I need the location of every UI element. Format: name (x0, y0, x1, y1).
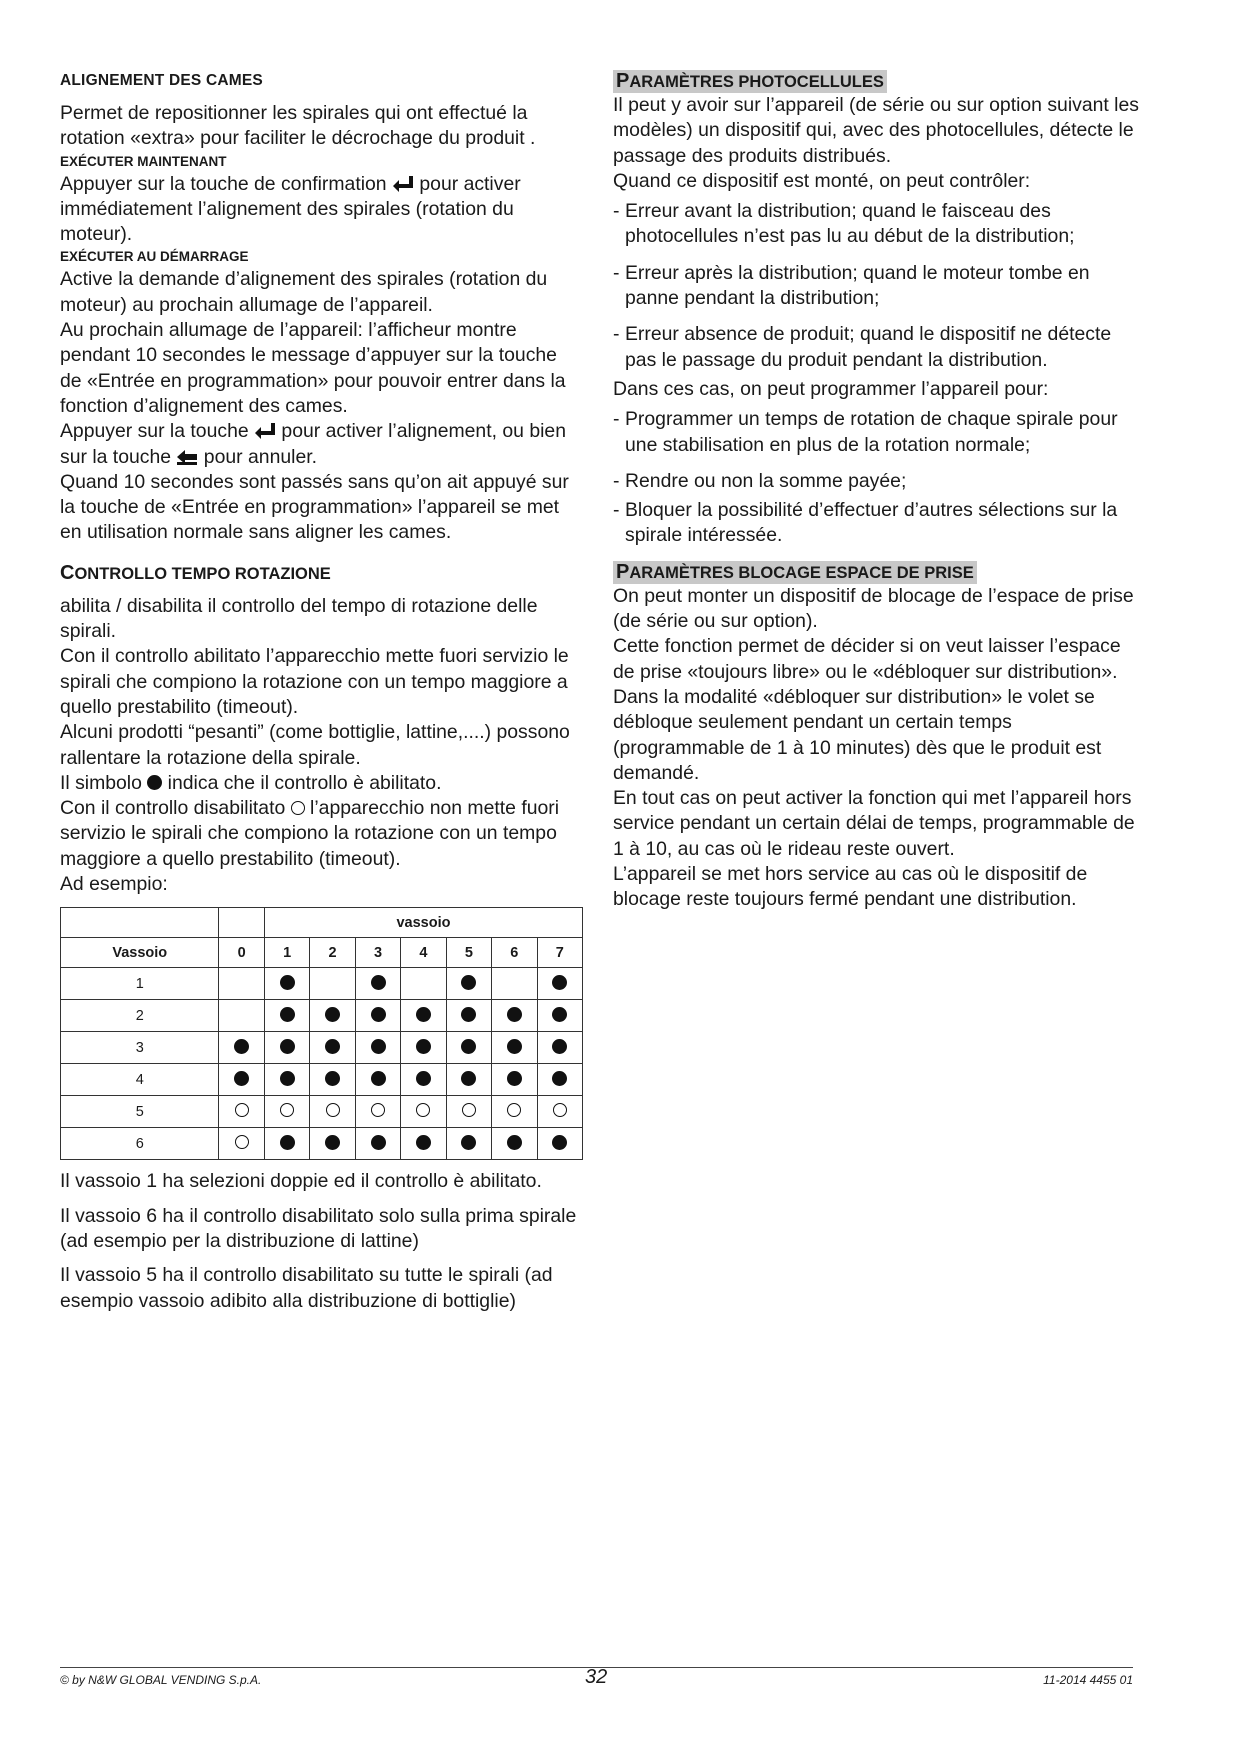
table-cell (492, 1032, 537, 1064)
title-initial: C (60, 561, 75, 584)
footer-copyright: © by N&W GLOBAL VENDING S.p.A. (60, 1673, 262, 1687)
paragraph: Ad esempio: (60, 873, 168, 896)
paragraph: En tout cas on peut activer la fonction qui met l’appareil hors service pendant un certain délai de temps, programmable de 1 à 10, au cas où le rideau reste ouvert. (613, 787, 1135, 860)
subsection-title-demarrage: EXÉCUTER AU DÉMARRAGE (60, 249, 249, 265)
table-cell (310, 1000, 355, 1032)
filled-circle-icon (234, 1071, 249, 1086)
table-column-header: 4 (401, 938, 446, 968)
table-row (61, 1064, 583, 1096)
paragraph: abilita / disabilita il controllo del tempo di rotazione delle spirali. (60, 594, 538, 643)
filled-circle-icon (371, 1007, 386, 1022)
text-run: pour annuler. (198, 445, 318, 468)
empty-circle-icon (235, 1103, 249, 1117)
filled-circle-icon (371, 975, 386, 990)
table-row-label: 1 (61, 968, 219, 1000)
table-row (61, 1032, 583, 1064)
table-cell (492, 1064, 537, 1096)
empty-circle-icon (280, 1103, 294, 1117)
enter-key-icon (254, 422, 276, 440)
paragraph: Permet de repositionner les spirales qui ont effectué la rotation «extra» pour faciliter le décrochage du produit . (60, 102, 536, 150)
back-arrow-icon (176, 448, 198, 466)
filled-circle-icon (371, 1071, 386, 1086)
enter-key-icon (392, 175, 414, 193)
empty-circle-icon (462, 1103, 476, 1117)
table-cell (264, 1096, 309, 1128)
paragraph: On peut monter un dispositif de blocage de l’espace de prise (de série ou sur option). (613, 584, 1134, 633)
filled-circle-icon (552, 1039, 567, 1054)
table-cell (401, 1000, 446, 1032)
paragraph: Cette fonction permet de décider si on veut laisser l’espace de prise «toujours libre» ou le «débloquer sur distribution». (613, 635, 1121, 683)
table-cell (537, 968, 582, 1000)
section-title-alignement: ALIGNEMENT DES CAMES (60, 72, 263, 89)
table-body (61, 968, 583, 1160)
table-cell (537, 1000, 582, 1032)
table-corner-cell (61, 908, 219, 938)
table-cell (446, 1000, 491, 1032)
table-row (61, 968, 583, 1000)
table-cell (401, 1064, 446, 1096)
table-cell (310, 1064, 355, 1096)
paragraph: Il vassoio 5 ha il controllo disabilitato su tutte le spirali (ad esempio vassoio adibito alla distribuzione di bottiglie) (60, 1264, 553, 1312)
list-item: - Erreur avant la distribution; quand le faisceau des photocellules n’est pas lu au début de la distribution; (613, 199, 1143, 250)
filled-circle-icon (416, 1071, 431, 1086)
table-column-header: 3 (355, 938, 400, 968)
table-column-header: 2 (310, 938, 355, 968)
title-initial: P (616, 560, 630, 583)
filled-circle-icon (461, 1007, 476, 1022)
paragraph: Il vassoio 1 ha selezioni doppie ed il controllo è abilitato. (60, 1170, 542, 1193)
filled-circle-icon (416, 1135, 431, 1150)
filled-circle-icon (280, 1135, 295, 1150)
list-item: - Rendre ou non la somme payée; (613, 469, 1143, 494)
filled-circle-icon (234, 1039, 249, 1054)
filled-circle-icon (461, 1071, 476, 1086)
paragraph: Dans la modalité «débloquer sur distribution» le volet se débloque seulement pendant un certain temps (programmable de 1 à 10 minutes) dès que le produit est demandé. (613, 685, 1102, 784)
table-cell (310, 1096, 355, 1128)
filled-circle-icon (416, 1007, 431, 1022)
table-cell (264, 968, 309, 1000)
empty-circle-icon (553, 1103, 567, 1117)
title-rest: ONTROLLO TEMPO ROTAZIONE (74, 564, 331, 583)
table-cell (537, 1128, 582, 1160)
table-header-row (61, 938, 583, 968)
photocellules-program-list (613, 407, 1143, 548)
paragraph (60, 172, 580, 248)
filled-circle-icon (507, 1039, 522, 1054)
paragraph: Quand ce dispositif est monté, on peut contrôler: (613, 169, 1031, 192)
paragraph: Quand 10 secondes sont passés sans qu’on ait appuyé sur la touche de «Entrée en programmation» l’appareil se met en utilisation normale sans aligner les cames. (60, 470, 569, 544)
table-cell (537, 1064, 582, 1096)
table-column-header: 0 (219, 938, 264, 968)
list-item: - Programmer un temps de rotation de chaque spirale pour une stabilisation en plus de la rotation normale; (613, 407, 1143, 458)
text-run: Appuyer sur la touche (60, 420, 255, 443)
text-run: Il simbolo (60, 771, 148, 794)
paragraph: Il peut y avoir sur l’appareil (de série ou sur option suivant les modèles) un dispositif qui, avec des photocellules, détecte le passage des produits distribués. (613, 94, 1139, 167)
table-cell (492, 968, 537, 1000)
table-cell (219, 1000, 264, 1032)
table-cell (355, 968, 400, 1000)
filled-circle-icon (552, 1071, 567, 1086)
table-cell (264, 1000, 309, 1032)
table-cell (219, 968, 264, 1000)
paragraph (60, 796, 580, 872)
text-run: l’apparecchio non mette fuori servizio le spirali che compiono la rotazione con un tempo maggiore a quello prestabilito (timeout). (60, 797, 560, 870)
list-item: - Bloquer la possibilité d’effectuer d’autres sélections sur la spirale intéressée. (613, 498, 1143, 549)
section-title-photocellules (613, 70, 887, 93)
empty-circle-icon (507, 1103, 521, 1117)
filled-circle-icon (147, 775, 162, 790)
subsection-title-maintenant: EXÉCUTER MAINTENANT (60, 153, 227, 169)
table-row (61, 1000, 583, 1032)
filled-circle-icon (552, 1135, 567, 1150)
filled-circle-icon (371, 1039, 386, 1054)
table-row-label: 5 (61, 1096, 219, 1128)
table-row (61, 1128, 583, 1160)
table-column-header: 7 (537, 938, 582, 968)
table-cell (355, 1064, 400, 1096)
paragraph: Con il controllo abilitato l’apparecchio mette fuori servizio le spirali che compiono la rotazione con un tempo maggiore a quello prestabilito (timeout). (60, 645, 569, 718)
table-cell (355, 1000, 400, 1032)
table-cell (537, 1032, 582, 1064)
table-cell (446, 1128, 491, 1160)
empty-circle-icon (326, 1103, 340, 1117)
section-title-blocage (613, 561, 977, 584)
filled-circle-icon (416, 1039, 431, 1054)
table-row-label: 3 (61, 1032, 219, 1064)
table-cell (219, 1064, 264, 1096)
table-cell (537, 1096, 582, 1128)
filled-circle-icon (507, 1071, 522, 1086)
filled-circle-icon (461, 975, 476, 990)
section-title-controllo (60, 562, 580, 585)
table-cell (219, 1096, 264, 1128)
table-cell (446, 1032, 491, 1064)
vassoio-table (60, 907, 583, 1160)
filled-circle-icon (507, 1135, 522, 1150)
paragraph (60, 419, 580, 470)
table-cell (401, 1128, 446, 1160)
table-row-header: Vassoio (61, 938, 219, 968)
filled-circle-icon (325, 1039, 340, 1054)
table-cell (355, 1096, 400, 1128)
filled-circle-icon (461, 1039, 476, 1054)
table-column-header: 5 (446, 938, 491, 968)
table-row (61, 1096, 583, 1128)
table-cell (446, 1096, 491, 1128)
filled-circle-icon (280, 1007, 295, 1022)
table-row-label: 4 (61, 1064, 219, 1096)
text-run: indica che il controllo è abilitato. (162, 771, 442, 794)
table-cell (492, 1000, 537, 1032)
table-row-label: 6 (61, 1128, 219, 1160)
title-rest: ARAMÈTRES BLOCAGE ESPACE DE PRISE (629, 563, 974, 582)
title-rest: ARAMÈTRES PHOTOCELLULES (629, 73, 884, 91)
right-column (613, 70, 1143, 913)
empty-circle-icon (371, 1103, 385, 1117)
empty-circle-icon (416, 1103, 430, 1117)
filled-circle-icon (325, 1071, 340, 1086)
paragraph: Au prochain allumage de l’appareil: l’afficheur montre pendant 10 secondes le message d’appuyer sur la touche de «Entrée en programmation» pour pouvoir entrer dans la fonction d’alignement des cames. (60, 319, 566, 417)
filled-circle-icon (552, 975, 567, 990)
paragraph: Active la demande d’alignement des spirales (rotation du moteur) au prochain allumage de l’appareil. (60, 268, 548, 316)
table-cell (492, 1096, 537, 1128)
table-cell (401, 1032, 446, 1064)
table-column-header: 1 (264, 938, 309, 968)
filled-circle-icon (552, 1007, 567, 1022)
table-cell (264, 1064, 309, 1096)
list-item: - Erreur absence de produit; quand le dispositif ne détecte pas le passage du produit pendant la distribution. (613, 322, 1143, 373)
table-column-header: 6 (492, 938, 537, 968)
filled-circle-icon (507, 1007, 522, 1022)
photocellules-error-list (613, 199, 1143, 373)
left-column (60, 70, 580, 1314)
table-cell (401, 968, 446, 1000)
table-cell (310, 1128, 355, 1160)
table-cell (219, 1032, 264, 1064)
filled-circle-icon (371, 1135, 386, 1150)
table-row-label: 2 (61, 1000, 219, 1032)
paragraph: L’appareil se met hors service au cas où le dispositif de blocage reste toujours fermé pendant une distribution. (613, 863, 1088, 911)
table-cell (310, 968, 355, 1000)
table-cell (355, 1128, 400, 1160)
page-number: 32 (585, 1666, 608, 1688)
table-cell (264, 1128, 309, 1160)
text-run: Appuyer sur la touche de confirmation (60, 172, 392, 195)
empty-circle-icon (235, 1135, 249, 1149)
table-empty-header (219, 908, 264, 938)
table-top-header: vassoio (264, 908, 582, 938)
table-cell (446, 968, 491, 1000)
table-cell (492, 1128, 537, 1160)
paragraph: Dans ces cas, on peut programmer l’appareil pour: (613, 377, 1049, 400)
text-run: Con il controllo disabilitato (60, 797, 291, 820)
table-cell (355, 1032, 400, 1064)
text-run: pour activer immédiatement l’alignement des spirales (rotation du moteur). (60, 172, 521, 246)
paragraph: Alcuni prodotti “pesanti” (come bottiglie, lattine,....) possono rallentare la rotazione della spirale. (60, 721, 570, 769)
paragraph: Il vassoio 6 ha il controllo disabilitato solo sulla prima spirale (ad esempio per la distribuzione di lattine) (60, 1204, 577, 1252)
filled-circle-icon (280, 975, 295, 990)
filled-circle-icon (461, 1135, 476, 1150)
table-header-row-top (61, 908, 583, 938)
filled-circle-icon (325, 1135, 340, 1150)
text-run: pour activer l’alignement, ou bien sur la touche (60, 420, 566, 468)
filled-circle-icon (280, 1071, 295, 1086)
filled-circle-icon (280, 1039, 295, 1054)
table-cell (310, 1032, 355, 1064)
table-cell (219, 1128, 264, 1160)
footer-doc-code: 11-2014 4455 01 (1043, 1673, 1133, 1687)
list-item: - Erreur après la distribution; quand le moteur tombe en panne pendant la distribution; (613, 261, 1143, 312)
filled-circle-icon (325, 1007, 340, 1022)
table-cell (264, 1032, 309, 1064)
table-cell (401, 1096, 446, 1128)
title-initial: P (616, 70, 630, 92)
paragraph (60, 771, 580, 796)
table-cell (446, 1064, 491, 1096)
empty-circle-icon (291, 801, 305, 815)
